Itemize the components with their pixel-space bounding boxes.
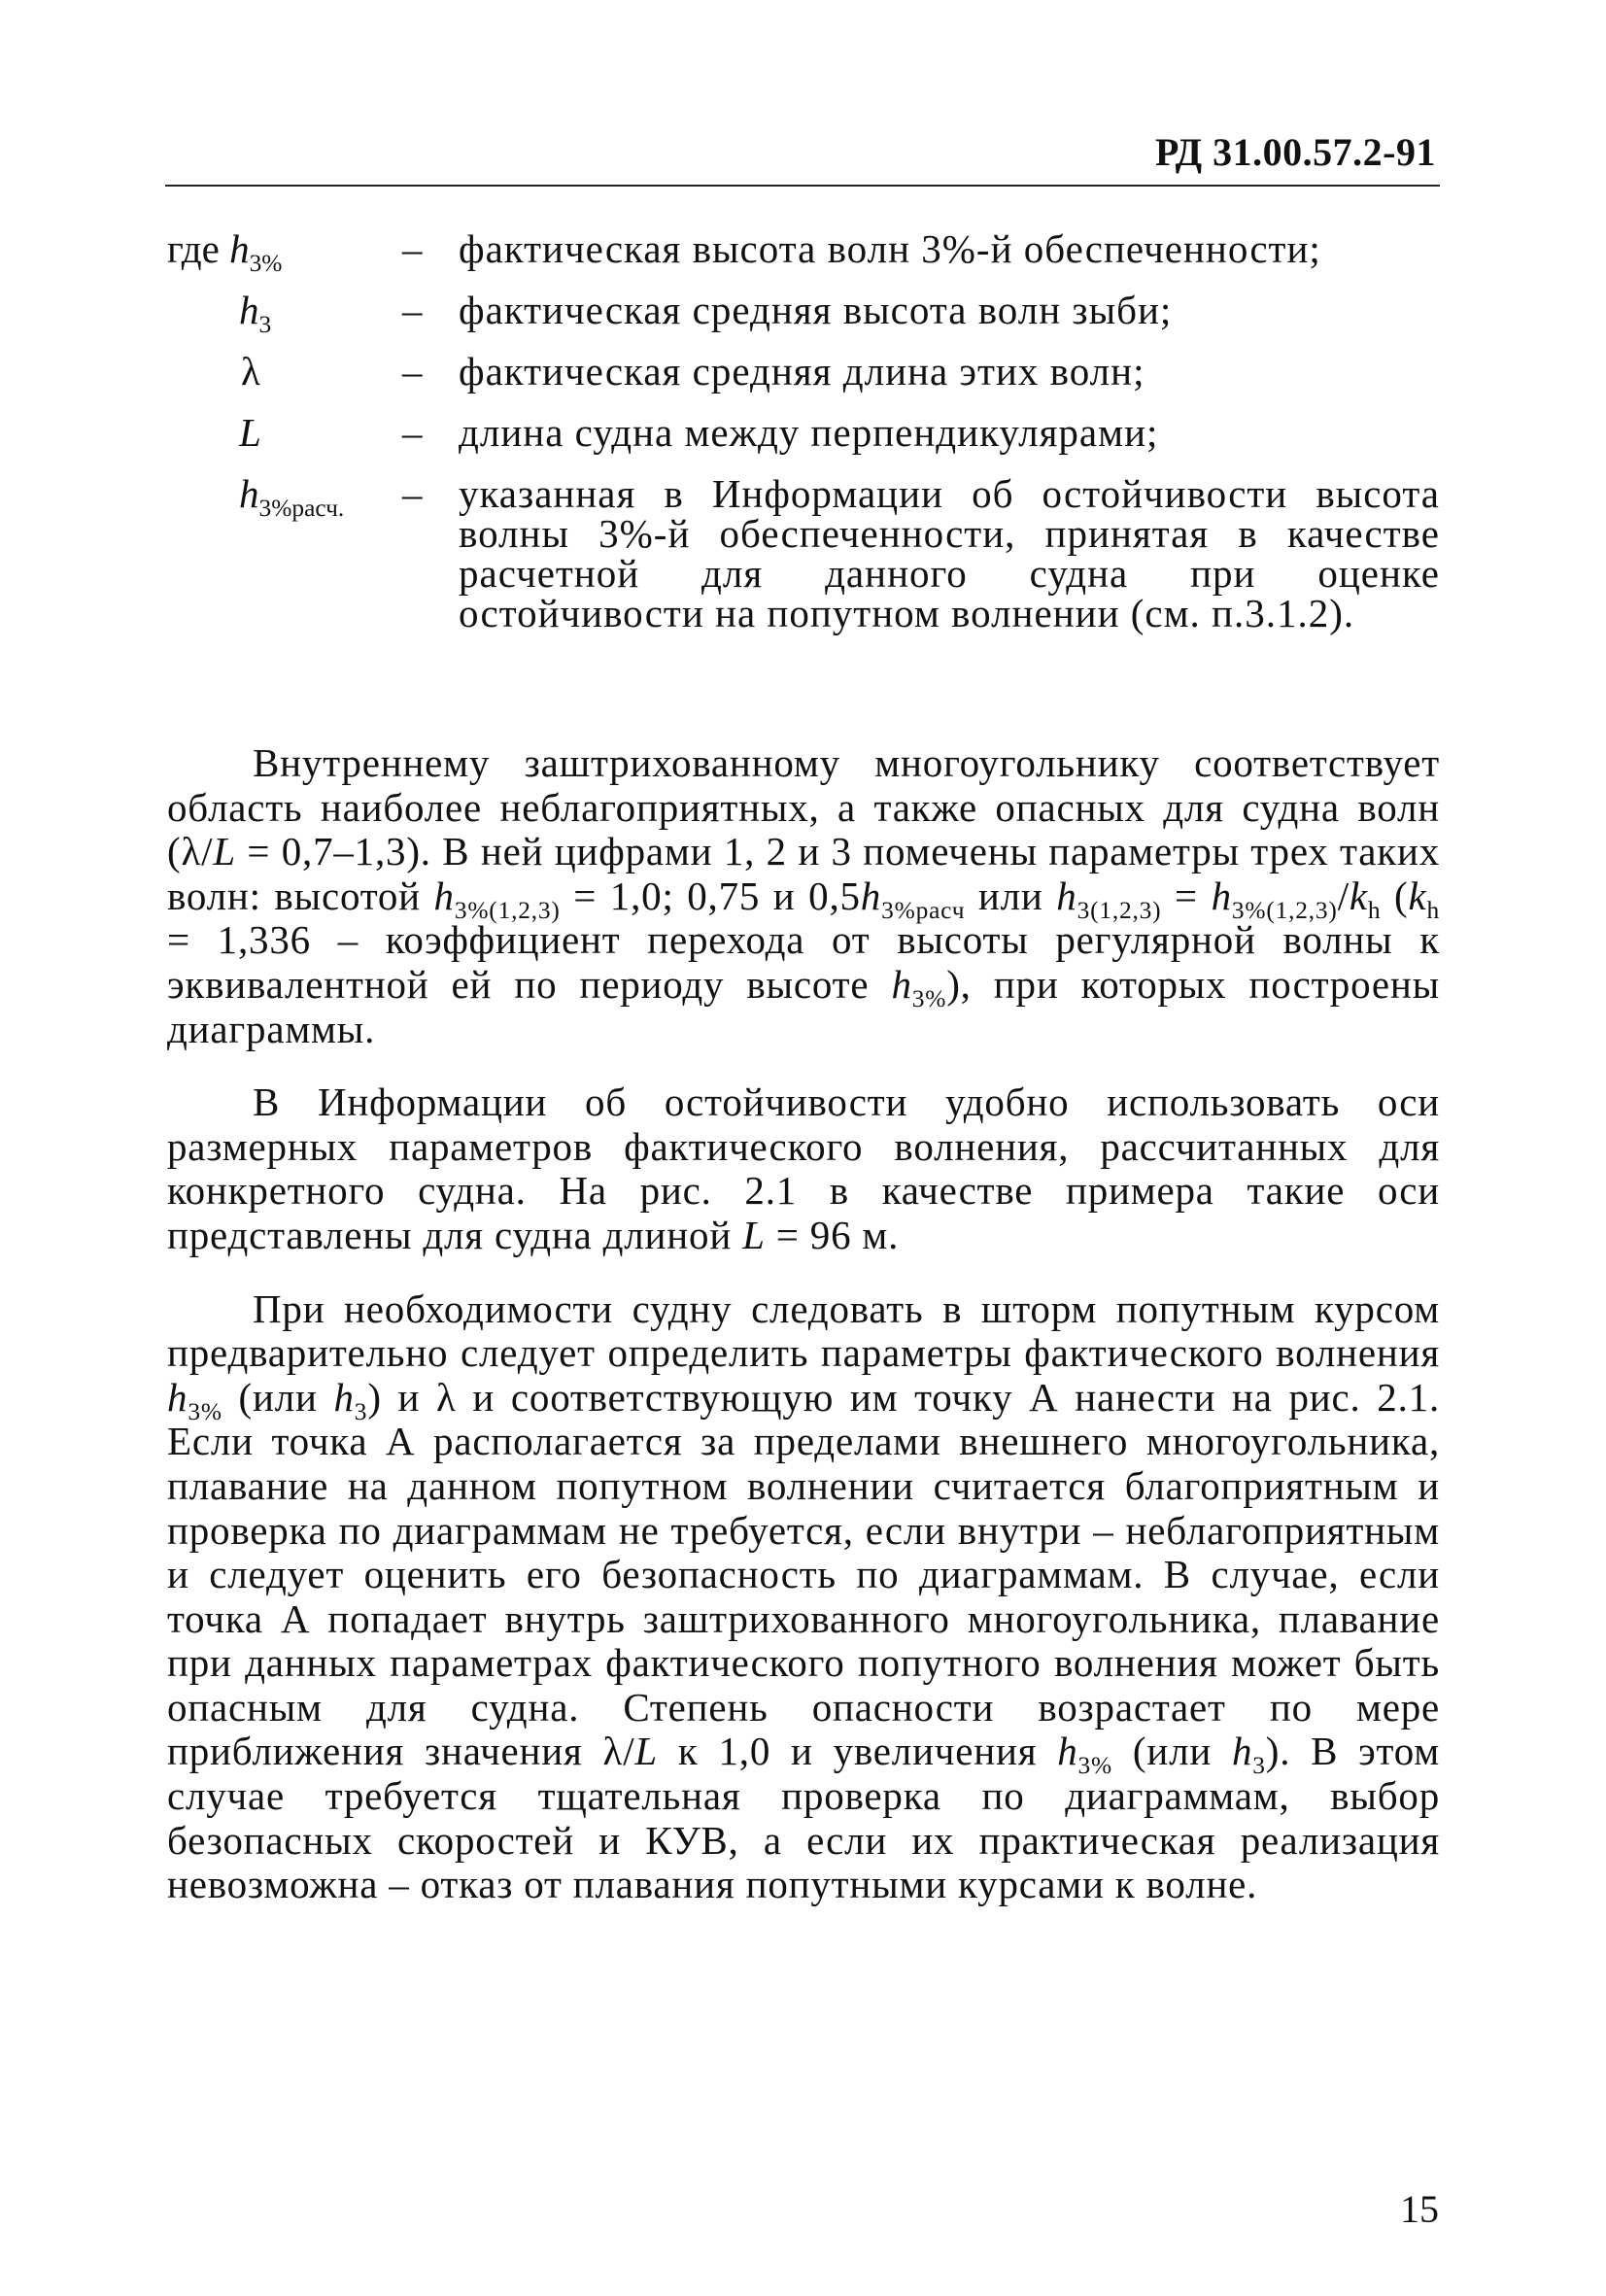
definition-dash: – — [402, 226, 423, 271]
definitions-list — [167, 226, 1440, 653]
definition-text: фактическая высота волн 3%-й обеспеченности; — [459, 226, 1321, 271]
definition-symbol: h — [229, 226, 250, 271]
definition-subscript: 3% — [249, 249, 283, 277]
definition-subscript: 3%расч. — [258, 494, 345, 522]
definition-symbol: h — [239, 471, 259, 516]
paragraph-stability-info: В Информации об остойчивости удобно использовать оси размерных параметров фактического волнения, рассчитанных для конкретного судна. На рис. 2.1 в качестве примера такие оси представлены для судна длиной L = 96 м. — [167, 1079, 1440, 1257]
document-code: РД 31.00.57.2-91 — [1155, 130, 1436, 174]
definition-text: фактическая средняя длина этих волн; — [459, 349, 1145, 394]
definition-symbol: L — [239, 410, 261, 455]
definition-dash: – — [402, 288, 423, 332]
paragraph-dangerous-zone: Внутреннему заштрихованному многоугольнику соответствует область наиболее неблагоприятных, а также опасных для судна волн (λ/L = 0,7–1,3). В ней цифрами 1, 2 и 3 помечены параметры трех таких волн: высотой $h_{3\%(1,2,3)} = 1,0$; 0,75 и $0,5h_{3\%расч}$ или $h_{3(1,2,3)} = h_{3\%(1,2,3)}/k_h$ ($k_h = 1,336$ – коэффициент перехода от высоты регулярной волны к эквивалентной ей по периоду высоте $h_{3\%}$), при которых построены диаграммы. — [167, 740, 1440, 1051]
definition-text: фактическая средняя высота волн зыби; — [459, 288, 1173, 332]
definition-row — [167, 471, 1440, 635]
definition-subscript: 3 — [258, 310, 272, 338]
definition-row — [167, 349, 1440, 394]
page-number: 15 — [1400, 2187, 1439, 2231]
definition-text: длина судна между перпендикулярами; — [459, 410, 1159, 455]
definition-text: указанная в Информации об остойчивости высота волны 3%-й обеспеченности, принятая в качестве расчетной для данного судна при оценке остойчивости на попутном волнении (см. п.3.1.2). — [459, 471, 1440, 635]
definition-symbol: h — [239, 288, 259, 332]
paragraph-storm-procedure: При необходимости судну следовать в шторм попутным курсом предварительно следует определить параметры фактического волнения $h_{3\%}$ (или $h_3$) и λ и соответствующую им точку А нанести на рис. 2.1. Если точка А располагается за пределами внешнего многоугольника, плавание на данном попутном волнении считается благоприятным и проверка по диаграммам не требуется, если внутри – неблагоприятным и следует оценить его безопасность по диаграммам. В случае, если точка А попадает внутрь заштрихованного многоугольника, плавание при данных параметрах фактического попутного волнения может быть опасным для судна. Степень опасности возрастает по мере приближения значения λ/L к 1,0 и увеличения $h_{3\%}$ (или $h_3$). В этом случае требуется тщательная проверка по диаграммам, выбор безопасных скоростей и КУВ, а если их практическая реализация невозможна – отказ от плавания попутными курсами к волне. — [167, 1285, 1441, 1907]
definition-dash: – — [402, 410, 423, 455]
definition-row — [167, 410, 1440, 455]
definition-row — [167, 288, 1440, 338]
definition-symbol: λ — [241, 349, 260, 394]
header-rule — [165, 185, 1440, 187]
definition-dash: – — [402, 471, 423, 516]
definition-dash: – — [402, 349, 423, 394]
definition-row — [167, 226, 1440, 277]
where-word: где — [167, 226, 220, 271]
body-text — [167, 741, 1440, 1936]
